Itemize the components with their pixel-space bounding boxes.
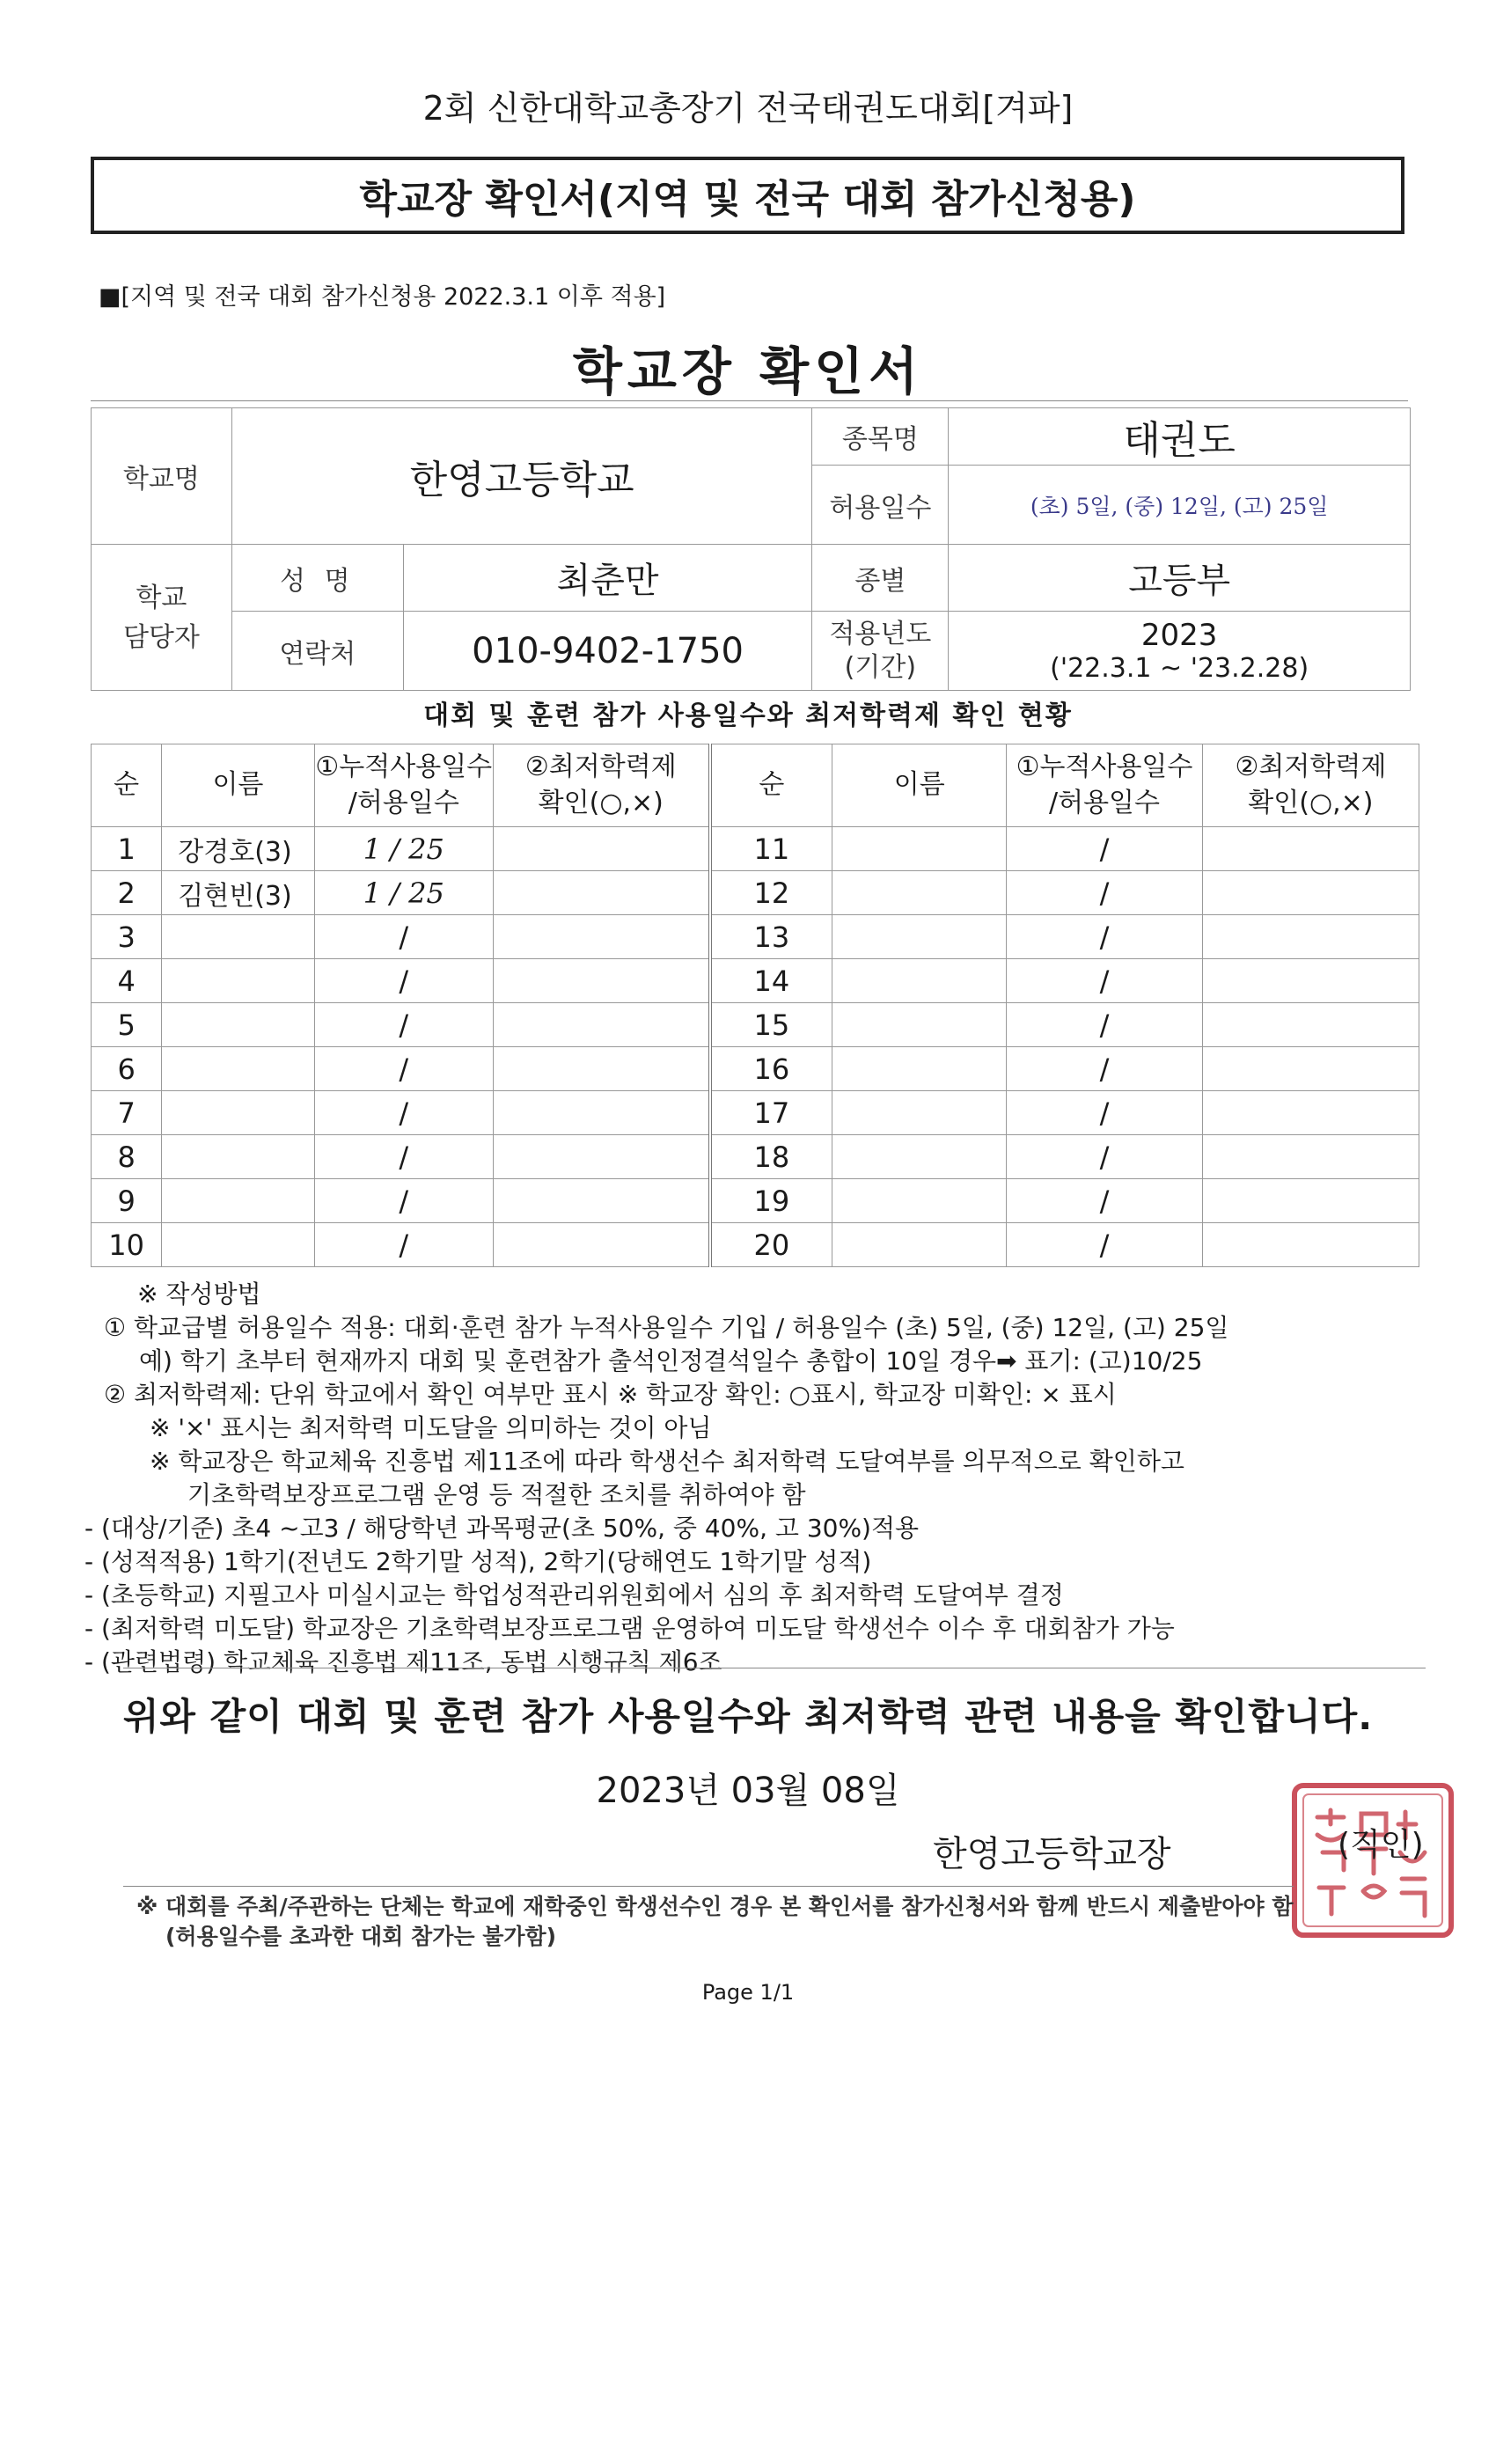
row-days: / [1007,1091,1203,1135]
row-check [1202,871,1419,915]
row-name [832,1135,1007,1179]
instruction-line: 예) 학기 초부터 현재까지 대회 및 훈련참가 출석인정결석일수 총합이 10일 경우➡ 표기: (고)10/25 [139,1346,1203,1375]
table-row [92,1091,1419,1135]
year-value: 2023 [1140,618,1218,653]
applicability-note: ■[지역 및 전국 대회 참가신청용 2022.3.1 이후 적용] [99,283,666,311]
contact-value: 010-9402-1750 [403,612,812,691]
row-name [832,1091,1007,1135]
instruction-line: ※ 학교장은 학교체육 진흥법 제11조에 따라 학생선수 최저학력 도달여부를 의무적으로 확인하고 [150,1447,1184,1476]
row-no: 20 [710,1223,832,1267]
row-no: 1 [92,827,162,871]
header-days-right: ①누적사용일수 /허용일수 [1007,744,1203,827]
instruction-line: ② 최저학력제: 단위 학교에서 확인 여부만 표시 ※ 학교장 확인: ○표시, 학교장 미확인: × 표시 [104,1380,1117,1409]
instruction-line: ※ '×' 표시는 최저학력 미도달을 의미하는 것이 아님 [150,1413,712,1442]
row-no: 3 [92,915,162,959]
header-check: ②최저학력제 확인(○,×) [493,744,709,827]
division-label: 종별 [812,545,949,612]
row-no: 18 [710,1135,832,1179]
row-days: / [314,1091,493,1135]
row-days: / [1007,827,1203,871]
row-name [162,1179,314,1223]
row-check [493,1135,709,1179]
manager-name-label: 성 명 [231,545,403,612]
row-name [162,915,314,959]
row-check [493,1179,709,1223]
row-no: 6 [92,1047,162,1091]
instruction-line: - (최저학력 미도달) 학교장은 기초학력보장프로그램 운영하여 미도달 학생선수 이수 후 대회참가 가능 [84,1614,1175,1643]
confirmation-title-box [91,157,1404,234]
row-no: 10 [92,1223,162,1267]
writing-instructions [84,1278,1424,1679]
contact-label: 연락처 [231,612,403,691]
row-days: / [314,1223,493,1267]
row-days: / [314,959,493,1003]
instruction-line: - (초등학교) 지필고사 미실시교는 학업성적관리위원회에서 심의 후 최저학력 도달여부 결정 [84,1580,1064,1610]
box-title: 학교장 확인서(지역 및 전국 대회 참가신청용) [359,177,1136,222]
row-name [162,1091,314,1135]
row-check [1202,959,1419,1003]
year-label: 적용년도 (기간) [812,612,949,691]
row-days: / [314,915,493,959]
row-days: / [314,1179,493,1223]
table-row [92,1003,1419,1047]
division-value: 고등부 [949,545,1411,612]
participation-table [91,744,1419,1267]
school-name-label: 학교명 [92,408,232,545]
row-check [493,959,709,1003]
header-name: 이름 [162,744,314,827]
row-check [493,915,709,959]
table-row [92,1223,1419,1267]
row-name [832,959,1007,1003]
event-label: 종목명 [812,408,949,466]
header-name-right: 이름 [832,744,1007,827]
page-header: 2회 신한대학교총장기 전국태권도대회[겨파] [422,89,1074,128]
school-info-table [91,407,1411,691]
row-days: 1 / 25 [314,827,493,871]
issue-date: 2023년 03월 08일 [596,1771,900,1811]
row-check [1202,1091,1419,1135]
footer-note [136,1892,1294,1952]
row-name [832,827,1007,871]
row-check [1202,1003,1419,1047]
row-days: / [1007,915,1203,959]
table-row [92,915,1419,959]
table-row [92,871,1419,915]
header-days: ①누적사용일수 /허용일수 [314,744,493,827]
row-check [493,1047,709,1091]
row-days: / [1007,959,1203,1003]
school-name-value: 한영고등학교 [231,408,812,545]
instruction-line: - (관련법령) 학교체육 진흥법 제11조, 동법 시행규칙 제6조 [84,1647,722,1676]
row-name [162,1223,314,1267]
row-check [493,871,709,915]
row-days: / [1007,1003,1203,1047]
row-no: 7 [92,1091,162,1135]
manager-name-value: 최춘만 [403,545,812,612]
header-no: 순 [92,744,162,827]
row-name [162,1047,314,1091]
footer-note-line: (허용일수를 초과한 대회 참가는 불가함) [165,1924,557,1949]
row-name: 강경호(3) [162,827,314,871]
seal-label: (직인) [1338,1827,1424,1863]
table-row [92,827,1419,871]
row-days: 1 / 25 [314,871,493,915]
row-name [832,1003,1007,1047]
footer-rule [123,1886,1294,1887]
row-no: 8 [92,1135,162,1179]
row-check [1202,1135,1419,1179]
row-name: 김현빈(3) [162,871,314,915]
row-name [832,1223,1007,1267]
row-name [162,1135,314,1179]
row-name [832,871,1007,915]
principal-name: 한영고등학교장 [933,1834,1171,1874]
row-check [1202,915,1419,959]
section-title: 대회 및 훈련 참가 사용일수와 최저학력제 확인 현황 [423,700,1073,731]
manager-label: 학교 담당자 [92,545,232,691]
allowed-days-value: (초) 5일, (중) 12일, (고) 25일 [949,466,1411,545]
row-days: / [314,1135,493,1179]
page-number: Page 1/1 [701,1980,795,2005]
title-rule [91,400,1408,401]
row-days: / [1007,1135,1203,1179]
table-row [92,1047,1419,1091]
row-check [493,1003,709,1047]
row-days: / [1007,1179,1203,1223]
table-row [92,1135,1419,1179]
row-no: 16 [710,1047,832,1091]
row-name [832,1179,1007,1223]
row-no: 11 [710,827,832,871]
row-days: / [1007,871,1203,915]
row-check [1202,1223,1419,1267]
instruction-line: - (대상/기준) 초4 ~고3 / 해당학년 과목평균(초 50%, 중 40%, 고 30%)적용 [84,1514,920,1543]
row-no: 4 [92,959,162,1003]
row-no: 13 [710,915,832,959]
confirmation-statement: 위와 같이 대회 및 훈련 참가 사용일수와 최저학력 관련 내용을 확인합니다. [122,1695,1374,1738]
allowed-days-label: 허용일수 [812,466,949,545]
document-title: 학교장 확인서 [572,341,924,401]
table-row [92,959,1419,1003]
row-no: 15 [710,1003,832,1047]
period-value: ('22.3.1 ~ '23.2.28) [1050,653,1309,684]
instructions-title: ※ 작성방법 [137,1280,261,1309]
row-days: / [314,1003,493,1047]
row-name [832,1047,1007,1091]
row-no: 9 [92,1179,162,1223]
row-no: 2 [92,871,162,915]
row-check [1202,827,1419,871]
row-name [162,1003,314,1047]
header-check-right: ②최저학력제 확인(○,×) [1202,744,1419,827]
row-no: 12 [710,871,832,915]
row-check [493,1091,709,1135]
header-no-right: 순 [710,744,832,827]
row-no: 17 [710,1091,832,1135]
footer-note-line: ※ 대회를 주최/주관하는 단체는 학교에 재학중인 학생선수인 경우 본 확인서를 참가신청서와 함께 반드시 제출받아야 함 [136,1894,1294,1919]
event-value: 태권도 [949,408,1411,466]
instruction-line: - (성적적용) 1학기(전년도 2학기말 성적), 2학기(당해연도 1학기말 성적) [84,1547,872,1576]
instruction-line: ① 학교급별 허용일수 적용: 대회·훈련 참가 누적사용일수 기입 / 허용일수 (초) 5일, (중) 12일, (고) 25일 [104,1313,1229,1342]
row-days: / [1007,1223,1203,1267]
row-no: 5 [92,1003,162,1047]
row-name [832,915,1007,959]
table-row [92,1179,1419,1223]
row-days: / [314,1047,493,1091]
year-cell [949,612,1411,691]
row-name [162,959,314,1003]
row-check [493,1223,709,1267]
row-days: / [1007,1047,1203,1091]
row-check [493,827,709,871]
row-no: 19 [710,1179,832,1223]
row-check [1202,1047,1419,1091]
instruction-line: 기초학력보장프로그램 운영 등 적절한 조치를 취하여야 함 [187,1480,806,1509]
row-check [1202,1179,1419,1223]
row-no: 14 [710,959,832,1003]
